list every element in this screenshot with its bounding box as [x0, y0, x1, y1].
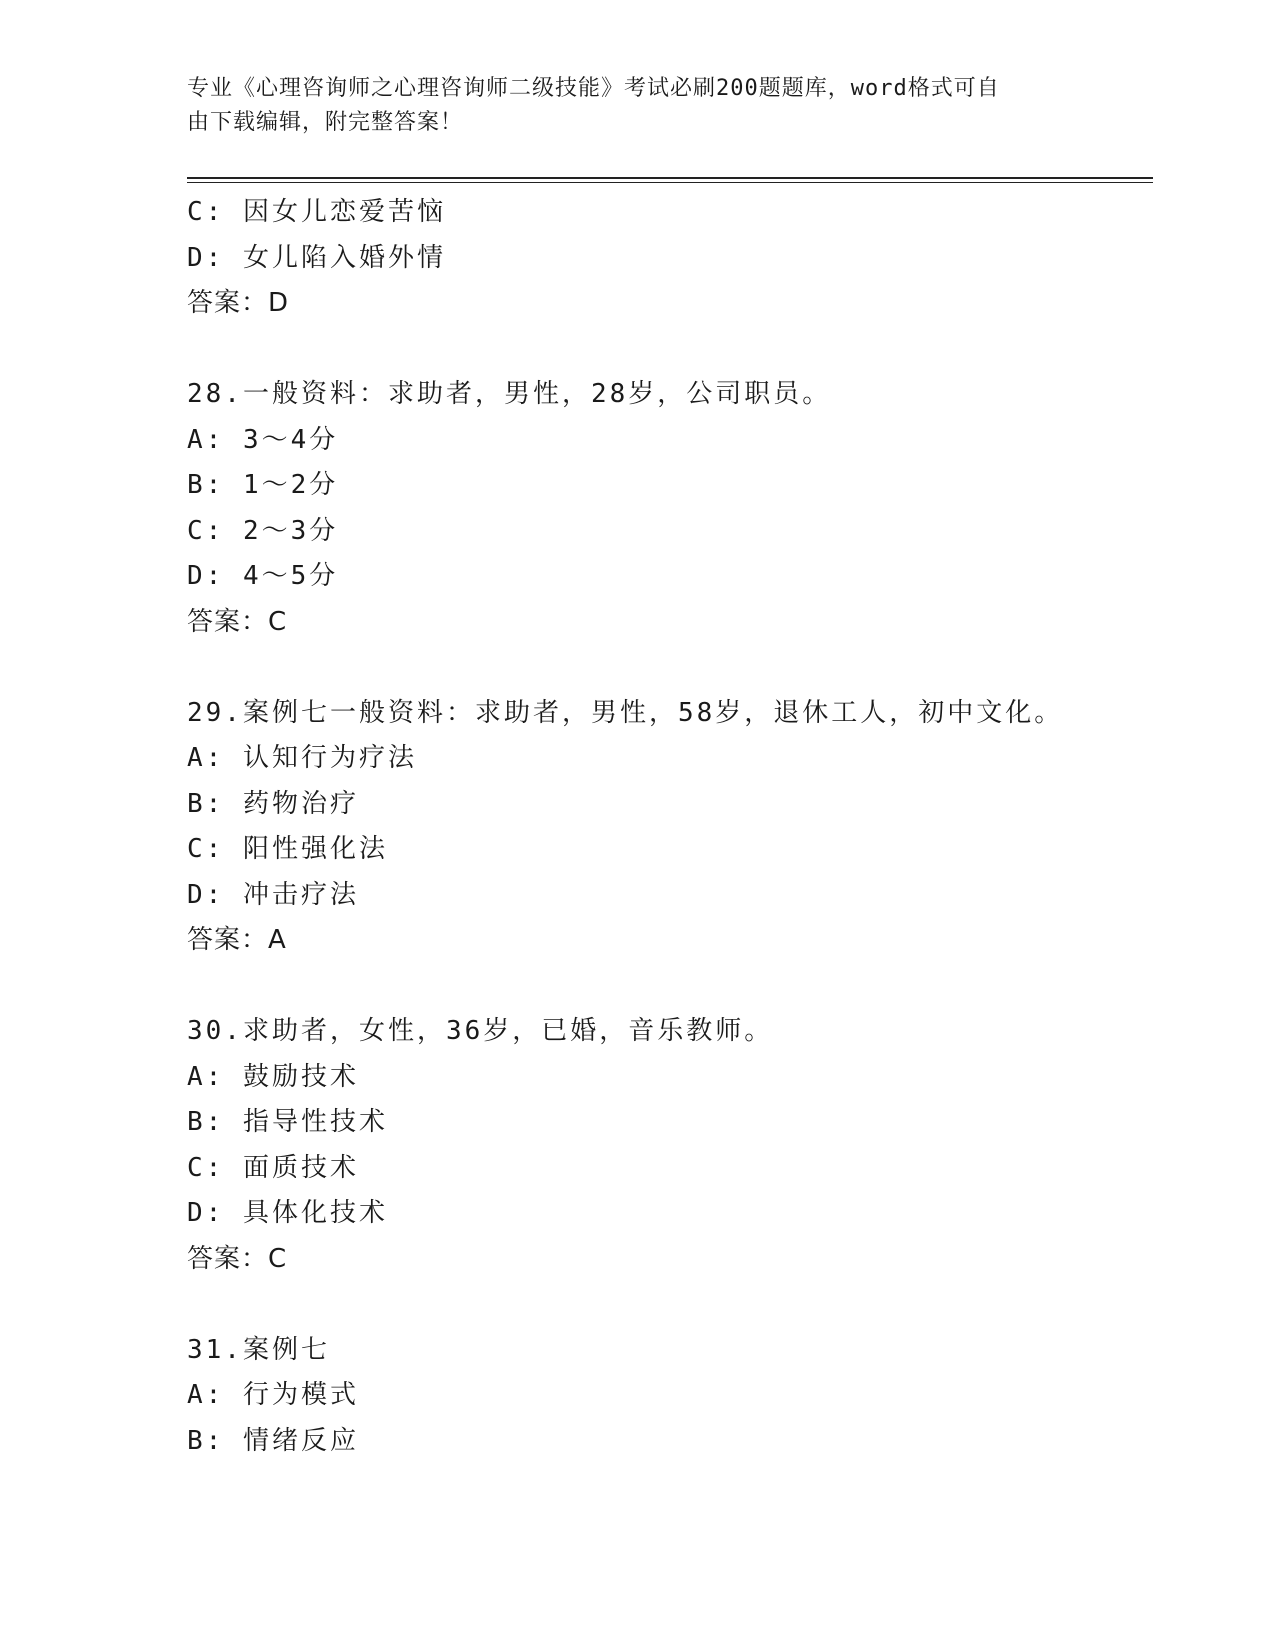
question-31	[187, 1328, 1147, 1465]
question-stem: 28.一般资料：求助者，男性，28岁，公司职员。	[187, 379, 832, 409]
option-d: D: 4～5分	[187, 561, 339, 591]
answer-line: 答案：C	[187, 1243, 288, 1274]
spacer	[187, 1282, 1147, 1328]
document-header	[187, 72, 1067, 140]
option-a: A: 鼓励技术	[187, 1061, 359, 1092]
header-line-1: 专业《心理咨询师之心理咨询师二级技能》考试必刷200题题库，word格式可自	[187, 76, 1000, 101]
answer-line: 答案：C	[187, 606, 288, 637]
question-28	[187, 372, 1147, 645]
header-divider-thick	[187, 177, 1153, 179]
answer-line: 答案：D	[187, 288, 290, 318]
option-b: B: 药物治疗	[187, 788, 359, 819]
option-d: D: 女儿陷入婚外情	[187, 242, 446, 273]
option-c: C: 阳性强化法	[187, 834, 388, 864]
option-d: D: 具体化技术	[187, 1198, 388, 1228]
question-27-continued	[187, 190, 1147, 327]
header-divider-thin	[187, 182, 1153, 183]
question-stem: 30.求助者，女性，36岁，已婚，音乐教师。	[187, 1016, 774, 1046]
question-29	[187, 691, 1147, 964]
option-a: A: 行为模式	[187, 1380, 359, 1410]
option-b: B: 1～2分	[187, 470, 339, 500]
option-c: C: 2～3分	[187, 515, 339, 546]
option-a: A: 认知行为疗法	[187, 743, 417, 773]
question-stem: 31.案例七	[187, 1334, 330, 1365]
spacer	[187, 964, 1147, 1010]
option-b: B: 情绪反应	[187, 1425, 359, 1456]
header-line-2: 由下载编辑，附完整答案！	[187, 110, 464, 135]
option-b: B: 指导性技术	[187, 1107, 388, 1137]
spacer	[187, 327, 1147, 373]
question-list	[187, 190, 1147, 1464]
option-d: D: 冲击疗法	[187, 879, 359, 910]
option-c: C: 因女儿恋爱苦恼	[187, 197, 446, 227]
option-c: C: 面质技术	[187, 1152, 359, 1183]
question-stem: 29.案例七一般资料：求助者，男性，58岁，退休工人，初中文化。	[187, 697, 1064, 728]
answer-line: 答案：A	[187, 925, 287, 955]
question-30	[187, 1009, 1147, 1282]
option-a: A: 3～4分	[187, 424, 339, 455]
spacer	[187, 645, 1147, 691]
